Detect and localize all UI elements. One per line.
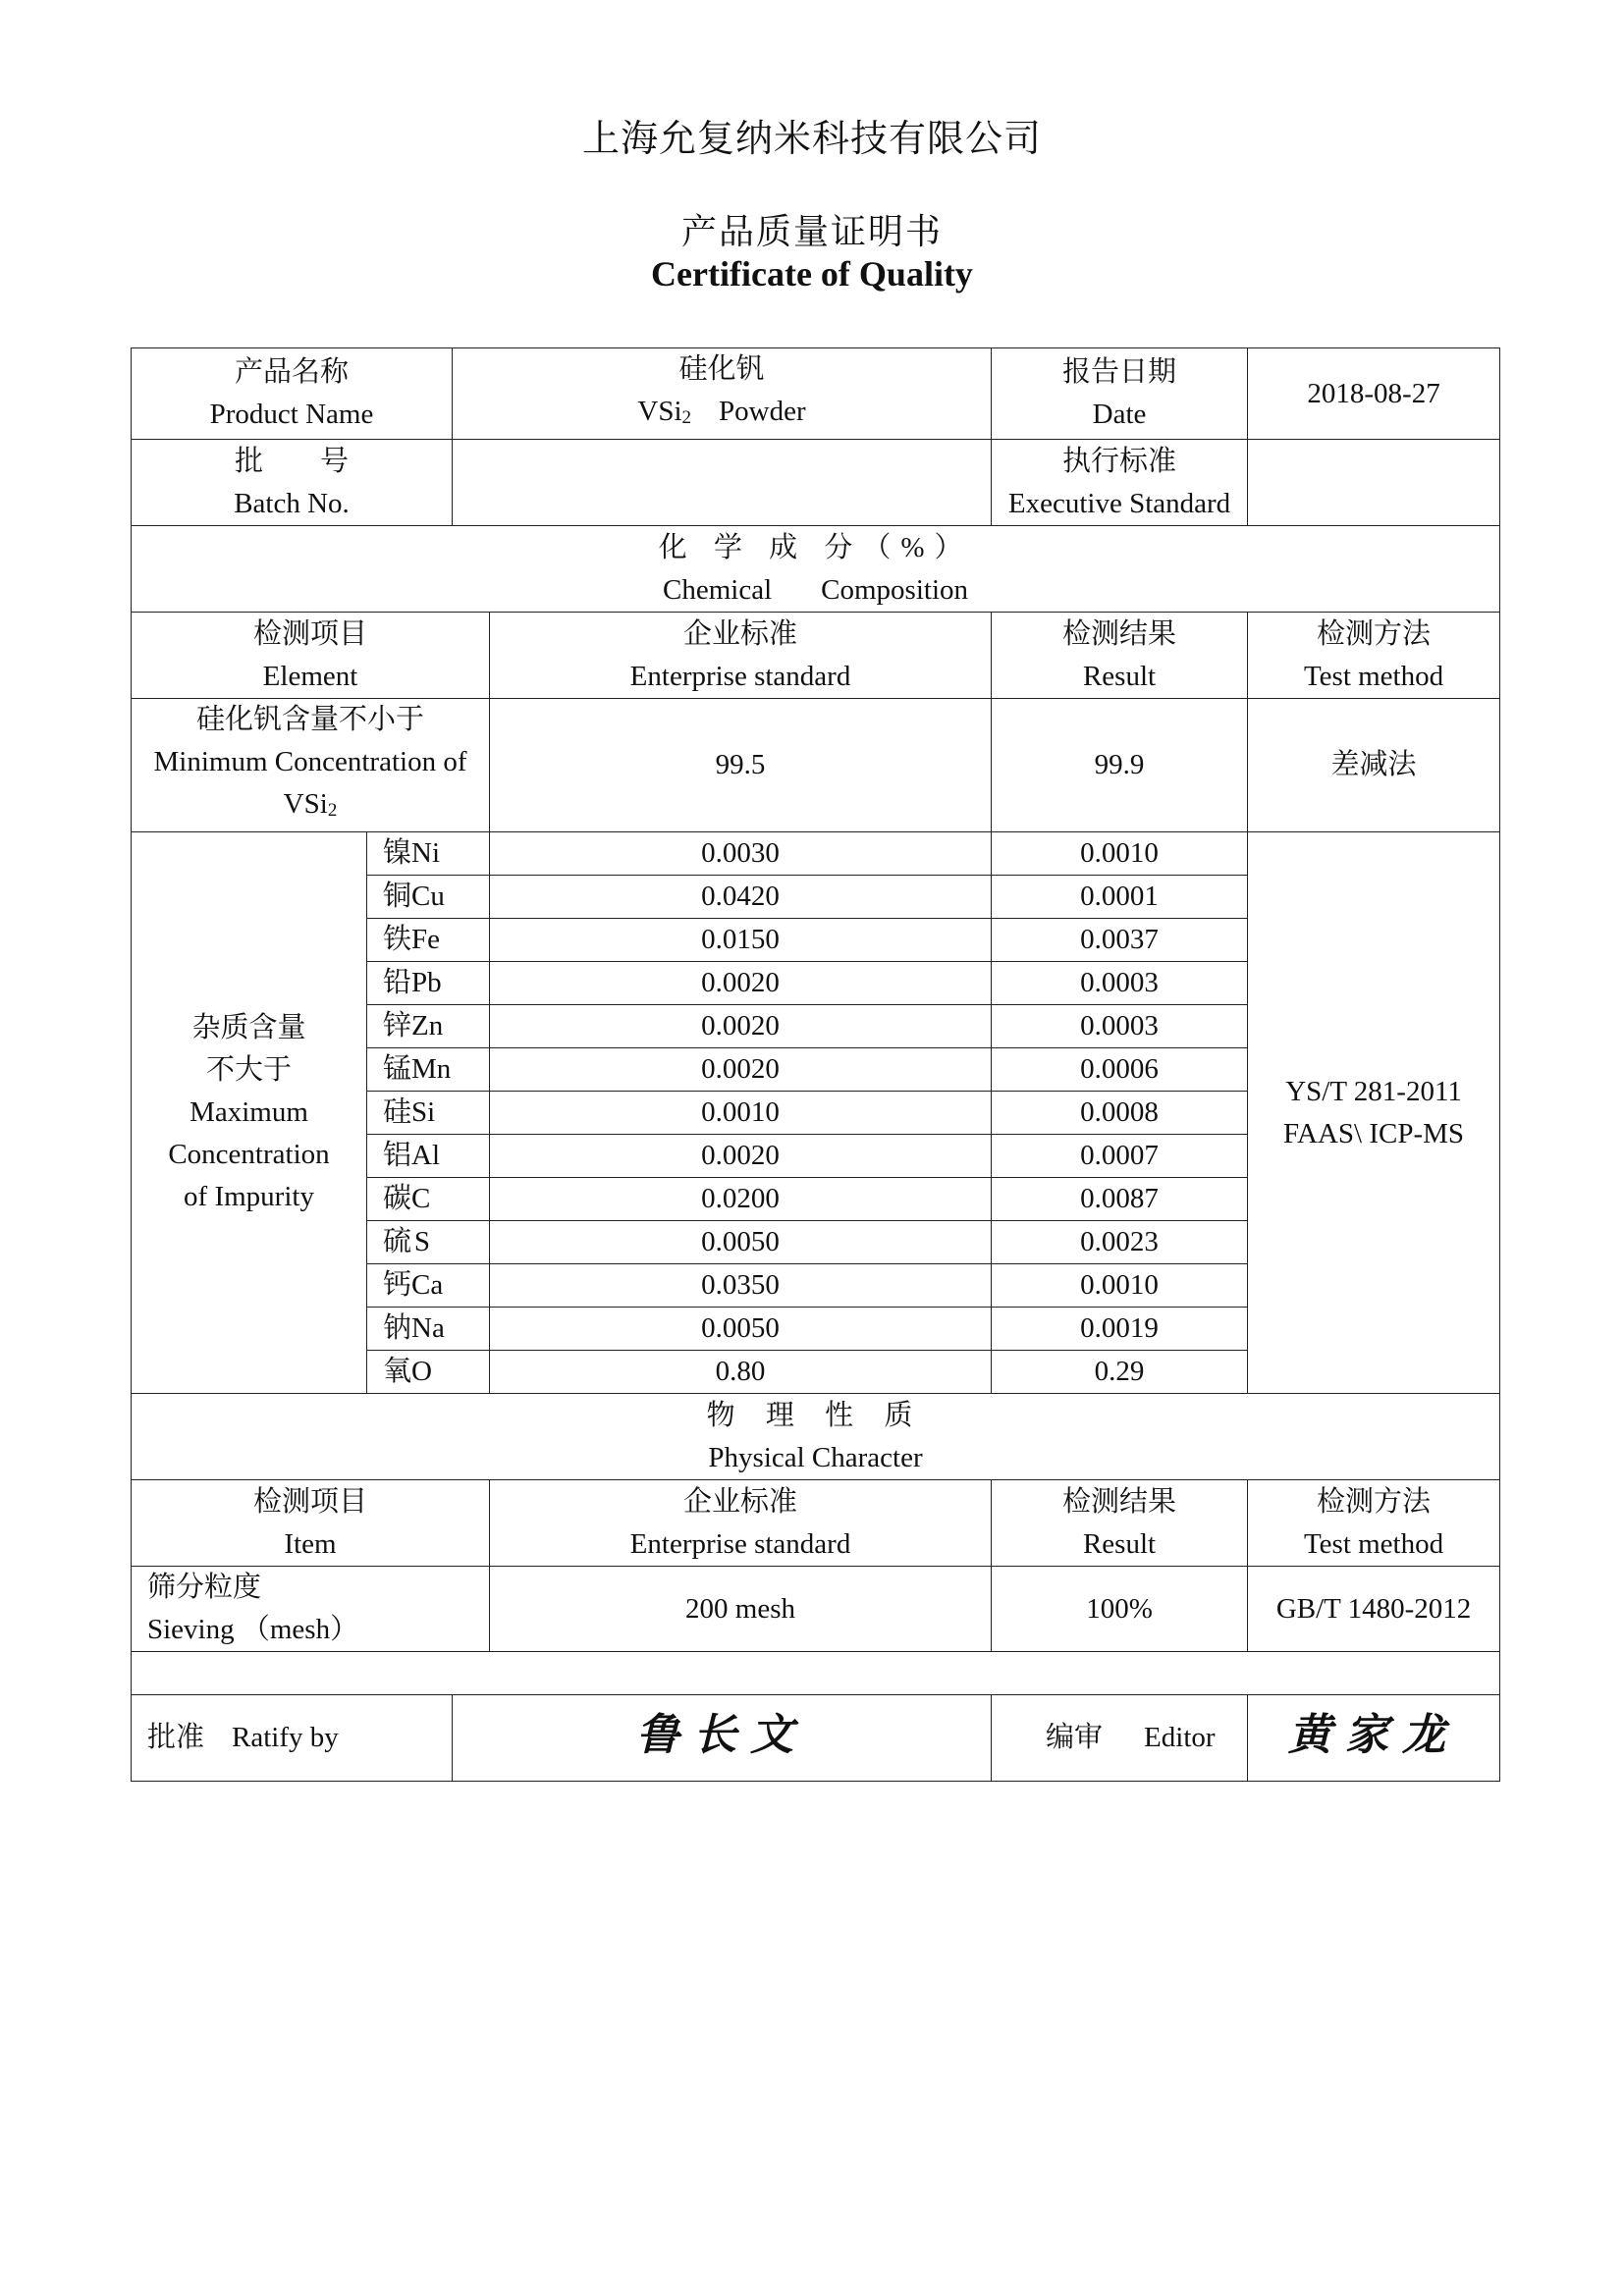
impurity-element: 镍 Ni [367, 832, 490, 876]
impurity-element: 氧 O [367, 1351, 490, 1394]
main-concentration-standard: 99.5 [490, 699, 992, 832]
col-test-method: 检测方法 Test method [1248, 613, 1500, 699]
product-value: 硅化钒 VSi2 Powder [453, 348, 992, 440]
impurity-label: 杂质含量 不大于 Maximum Concentration of Impurity [132, 832, 367, 1394]
impurity-result: 0.0037 [992, 919, 1248, 962]
chemical-section-title-en: Chemical Composition [663, 573, 969, 606]
ratify-signature: 鲁长文 [453, 1695, 992, 1782]
editor-signature: 黄家龙 [1248, 1695, 1500, 1782]
impurity-element: 碳 C [367, 1178, 490, 1221]
impurity-element: 铜 Cu [367, 876, 490, 919]
impurity-element: 钙 Ca [367, 1264, 490, 1308]
editor-label: 编审 Editor [992, 1695, 1248, 1782]
col-item: 检测项目 Item [132, 1480, 490, 1567]
title-english: Certificate of Quality [651, 254, 973, 294]
sieving-result: 100% [992, 1567, 1248, 1652]
batch-row [132, 440, 1500, 526]
impurity-result: 0.0087 [992, 1178, 1248, 1221]
empty-row [132, 1652, 1500, 1695]
impurity-result: 0.0007 [992, 1135, 1248, 1178]
impurity-result: 0.29 [992, 1351, 1248, 1394]
sieving-label: 筛分粒度Sieving （mesh） [132, 1567, 490, 1652]
physical-column-headers [132, 1480, 1500, 1567]
chemical-column-headers [132, 613, 1500, 699]
impurity-result: 0.0001 [992, 876, 1248, 919]
impurity-result: 0.0003 [992, 962, 1248, 1005]
company-name: 上海允复纳米科技有限公司 [581, 119, 1042, 160]
impurity-result: 0.0008 [992, 1092, 1248, 1135]
impurity-element: 硫 S [367, 1221, 490, 1264]
product-row [132, 348, 1500, 440]
physical-section-title-cn: 物 理 性 质 [706, 1399, 925, 1431]
impurity-result: 0.0010 [992, 832, 1248, 876]
impurity-standard: 0.0010 [490, 1092, 992, 1135]
impurity-standard: 0.0020 [490, 962, 992, 1005]
col-enterprise-standard: 企业标准 Enterprise standard [490, 1480, 992, 1567]
impurity-element: 铁 Fe [367, 919, 490, 962]
main-concentration-label: 硅化钒含量不小于 Minimum Concentration of VSi2 [132, 699, 490, 832]
impurity-element: 铅 Pb [367, 962, 490, 1005]
main-concentration-row [132, 699, 1500, 832]
date-value: 2018-08-27 [1248, 348, 1500, 440]
col-result: 检测结果 Result [992, 1480, 1248, 1567]
impurity-standard: 0.0350 [490, 1264, 992, 1308]
impurity-result: 0.0006 [992, 1048, 1248, 1092]
impurity-result: 0.0023 [992, 1221, 1248, 1264]
impurity-element: 铝 Al [367, 1135, 490, 1178]
ratify-label: 批准 Ratify by [132, 1695, 453, 1782]
sieving-row [132, 1567, 1500, 1652]
standard-label: 执行标准 Executive Standard [992, 440, 1248, 526]
impurity-standard: 0.0020 [490, 1135, 992, 1178]
impurity-element: 硅 Si [367, 1092, 490, 1135]
col-enterprise-standard: 企业标准 Enterprise standard [490, 613, 992, 699]
sieving-method: GB/T 1480-2012 [1248, 1567, 1500, 1652]
physical-section-title-en: Physical Character [708, 1441, 923, 1473]
date-label: 报告日期 Date [992, 348, 1248, 440]
impurity-element: 钠 Na [367, 1308, 490, 1351]
title-chinese: 产品质量证明书 [680, 212, 943, 251]
standard-value [1248, 440, 1500, 526]
impurity-element: 锰 Mn [367, 1048, 490, 1092]
physical-section-header [132, 1394, 1500, 1480]
main-concentration-method: 差减法 [1248, 699, 1500, 832]
impurity-standard: 0.0050 [490, 1308, 992, 1351]
impurity-row [132, 832, 1500, 876]
sieving-standard: 200 mesh [490, 1567, 992, 1652]
impurity-standard: 0.80 [490, 1351, 992, 1394]
main-concentration-result: 99.9 [992, 699, 1248, 832]
chemical-section-header [132, 526, 1500, 613]
chemical-section-title-cn: 化 学 成 分（%） [658, 531, 973, 563]
impurity-result: 0.0010 [992, 1264, 1248, 1308]
impurity-element: 锌 Zn [367, 1005, 490, 1048]
batch-label: 批 号 Batch No. [132, 440, 453, 526]
impurity-standard: 0.0200 [490, 1178, 992, 1221]
impurity-result: 0.0003 [992, 1005, 1248, 1048]
certificate-table [131, 347, 1500, 1782]
impurity-standard: 0.0420 [490, 876, 992, 919]
batch-value [453, 440, 992, 526]
impurity-standard: 0.0020 [490, 1005, 992, 1048]
impurity-standard: 0.0020 [490, 1048, 992, 1092]
impurity-method: YS/T 281-2011 FAAS\ ICP-MS [1248, 832, 1500, 1394]
col-test-method: 检测方法 Test method [1248, 1480, 1500, 1567]
product-name-label: 产品名称 Product Name [132, 348, 453, 440]
signoff-row [132, 1695, 1500, 1782]
impurity-result: 0.0019 [992, 1308, 1248, 1351]
col-result: 检测结果 Result [992, 613, 1248, 699]
impurity-standard: 0.0030 [490, 832, 992, 876]
impurity-standard: 0.0050 [490, 1221, 992, 1264]
impurity-standard: 0.0150 [490, 919, 992, 962]
col-element: 检测项目 Element [132, 613, 490, 699]
